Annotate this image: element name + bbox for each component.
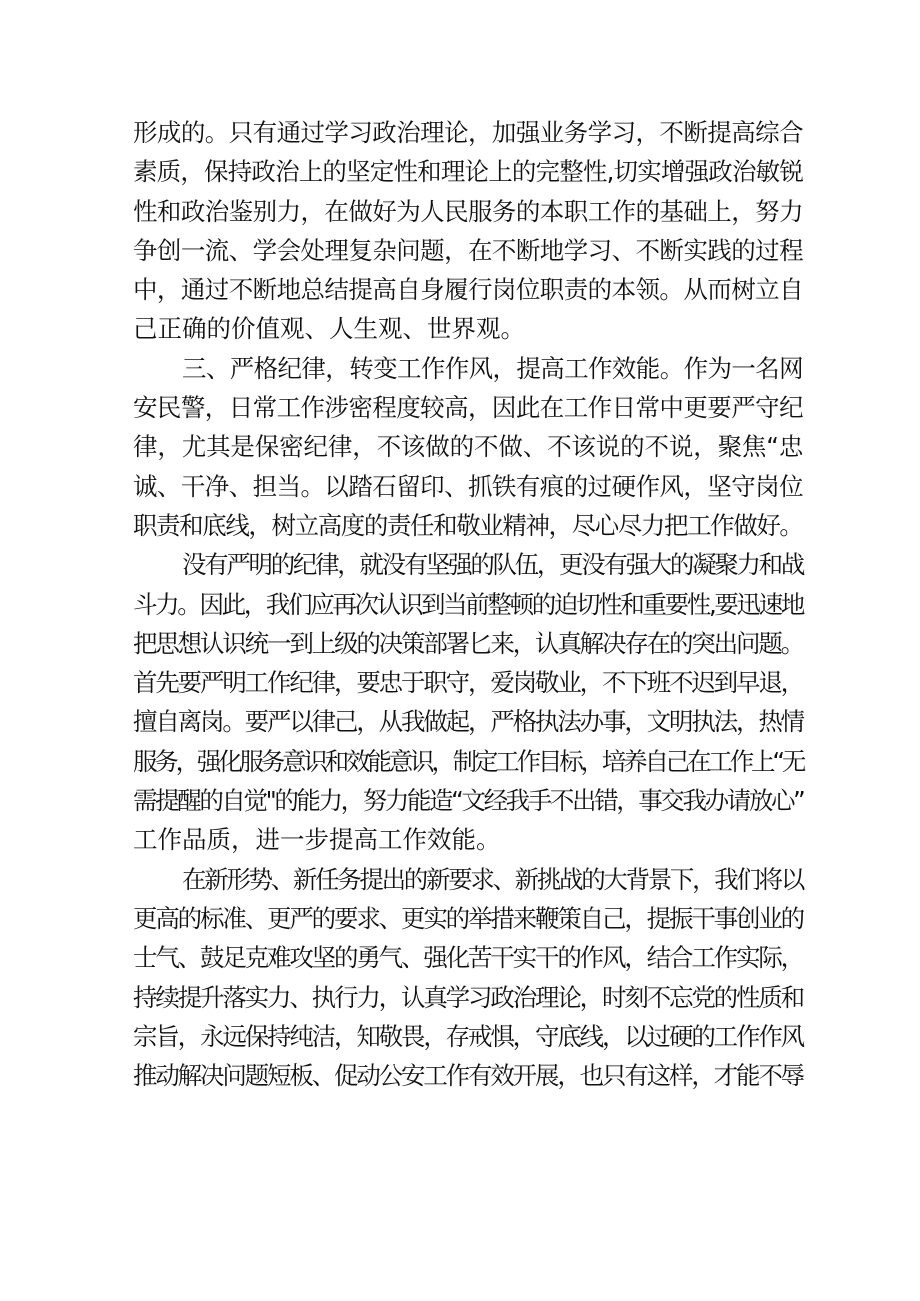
text-line: 素质，保持政治上的坚定性和理论上的完整性,切实增强政治敏锐 — [133, 157, 803, 187]
text-line: 形成的。只有通过学习政治理论，加强业务学习，不断提高综合 — [133, 118, 803, 147]
text-line: 没有严明的纪律，就没有坚强的队伍，更没有强大的凝聚力和战 — [182, 550, 803, 580]
text-line: 工作品质，进一步提高工作效能。 — [133, 825, 501, 855]
text-line: 需提醒的自觉''的能力，努力能造“文经我手不出错，事交我办请放心” — [133, 786, 804, 816]
text-line: 服务，强化服务意识和效能意识，制定工作目标，培养自己在工作上“无 — [133, 746, 804, 776]
text-line: 在新形势、新任务提出的新要求、新挑战的大背景下，我们将以 — [182, 864, 803, 894]
text-line: 斗力。因此，我们应再次认识到当前整顿的迫切性和重要性,要迅速地 — [133, 589, 803, 619]
text-line: 持续提升落实力、执行力，认真学习政治理论，时刻不忘党的性质和 — [133, 982, 803, 1012]
text-line: 争创一流、学会处理复杂问题，在不断地学习、不断实践的过程 — [133, 235, 803, 265]
text-line: 士气、鼓足克难攻坚的勇气、强化苦干实干的作风，结合工作实际， — [133, 943, 803, 973]
text-line: 把思想认识统一到上级的决策部署匕来，认真解决存在的突出问题。 — [133, 628, 803, 658]
text-line: 诚、干净、担当。以踏石留印、抓铁有痕的过硬作风，坚守岗位 — [133, 471, 803, 501]
text-line: 安民警，日常工作涉密程度较高，因此在工作日常中更要严守纪 — [133, 393, 803, 423]
text-line: 己正确的价值观、人生观、世界观。 — [133, 314, 525, 344]
text-line: 首先要严明工作纪律，要忠于职守，爱岗敬业，不下班不迟到早退， — [133, 668, 803, 698]
text-line: 律，尤其是保密纪律，不该做的不做、不该说的不说，聚焦“忠 — [133, 432, 804, 462]
paragraph — [133, 349, 803, 545]
paragraph — [133, 545, 803, 859]
text-line: 性和政治鉴别力，在做好为人民服务的本职工作的基础上，努力 — [133, 196, 803, 226]
text-line: 擅自离岗。要严以律己，从我做起，严格执法办事，文明执法，热情 — [133, 707, 803, 737]
text-line: 宗旨，永远保持纯洁，知敬畏，存戒惧，守底线，以过硬的工作作风 — [133, 1021, 803, 1051]
text-line: 三、严格纪律，转变工作作风，提高工作效能。作为一名网 — [182, 353, 803, 383]
paragraph — [133, 860, 803, 1096]
text-line: 职责和底线，树立高度的责任和敬业精神，尽心尽力把工作做好。 — [133, 510, 803, 540]
text-line: 推动解决问题短板、促动公安工作有效开展，也只有这样，才能不辱 — [133, 1061, 803, 1091]
text-line: 中，通过不断地总结提高自身履行岗位职责的本领。从而树立自 — [133, 275, 803, 305]
document-body — [133, 113, 803, 1095]
paragraph — [133, 113, 803, 349]
text-line: 更高的标准、更严的要求、更实的举措来鞭策自己，提振干事创业的 — [133, 903, 803, 933]
